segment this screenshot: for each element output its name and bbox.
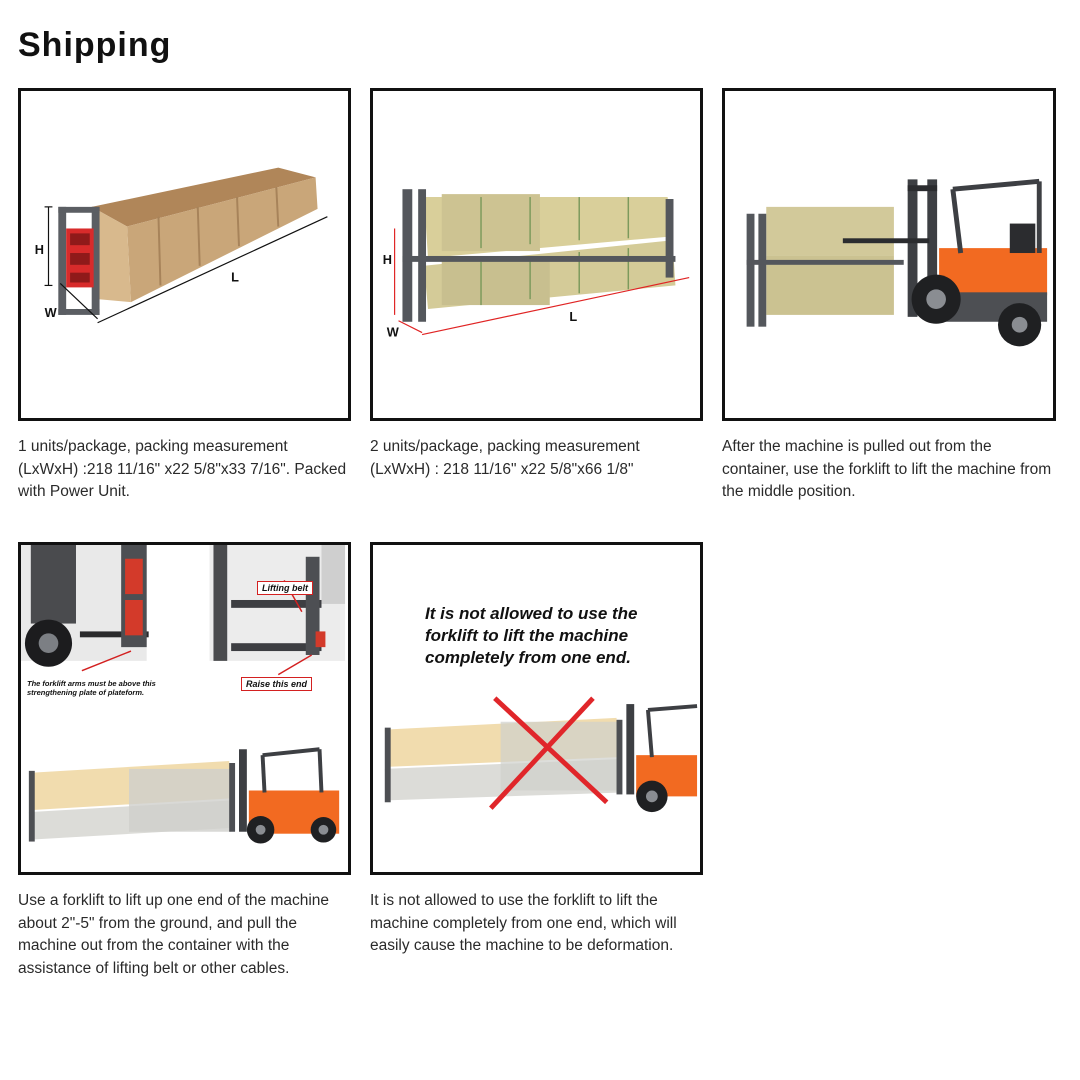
caption-not-allowed: It is not allowed to use the forklift to lift the machine completely from one end, which will easily cause the machine to be deformation.	[370, 892, 677, 954]
page-heading	[18, 26, 218, 70]
single-package-illustration	[21, 91, 348, 418]
panel-not-allowed	[370, 542, 703, 875]
not-allowed-illustration	[373, 545, 700, 872]
dim-label-w: W	[44, 304, 57, 320]
warning-text: It is not allowed to use the forklift to lift the machine completely from one end.	[425, 604, 638, 667]
cross-icon	[491, 698, 607, 808]
lifting-belt-tag: Lifting belt	[257, 581, 313, 595]
lift-middle-illustration	[725, 91, 1053, 418]
dim-label-l: L	[231, 269, 239, 285]
caption-lift-middle: After the machine is pulled out from the container, use the forklift to lift the machine from the middle position.	[722, 438, 1052, 500]
panel-double-package	[370, 88, 703, 421]
dim-label-h: H	[382, 251, 393, 267]
panel-lift-one-end	[18, 542, 351, 875]
panel-single-package	[18, 88, 351, 421]
forklift-arms-note: The forklift arms must be above this strengthening plate of plateform.	[27, 679, 156, 697]
caption-lift-one-end: Use a forklift to lift up one end of the machine about 2"-5" from the ground, and pull the machine out from the container with the assistance of lifting belt or other cables.	[18, 892, 330, 977]
raise-end-tag: Raise this end	[241, 677, 312, 691]
page-heading-text: Shipping	[18, 26, 172, 64]
dim-label-w: W	[386, 324, 399, 340]
dim-label-l: L	[569, 308, 578, 324]
caption-single-package: 1 units/package, packing measurement (LxWxH) :218 11/16" x22 5/8"x33 7/16". Packed with Power Unit.	[18, 438, 347, 500]
caption-double-package: 2 units/package, packing measurement (LxWxH) : 218 11/16" x22 5/8"x66 1/8"	[370, 438, 640, 478]
dim-label-h: H	[34, 242, 44, 258]
double-package-illustration	[373, 91, 700, 418]
panel-lift-middle	[722, 88, 1056, 421]
